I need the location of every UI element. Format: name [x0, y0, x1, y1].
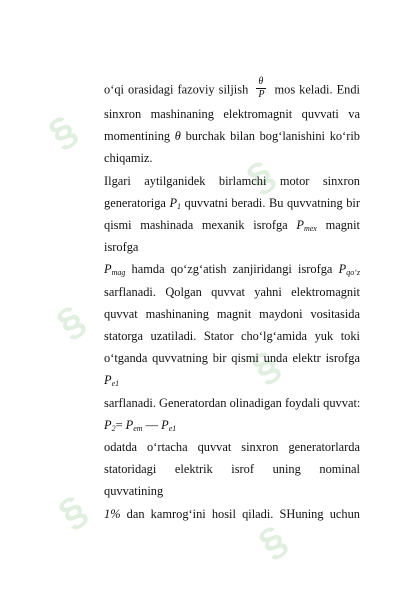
text-line: statorga uzatiladi. Stator cho‘lg‘amida yuk toki — [104, 329, 360, 344]
text-line: qismi mashinada mexanik isrofga $P_{mex}$ magnit isrofga — [104, 218, 360, 255]
text-line: odatda o‘rtacha quvvat sinxron generatorlarda — [104, 440, 360, 455]
watermark-mark: § — [51, 487, 95, 537]
watermark-mark: § — [244, 342, 288, 392]
text-line: statoridagi elektrik isrof uning nominal quvvatining — [104, 462, 360, 499]
text-line: o‘qi orasidagi fazoviy siljish $\frac{\theta}{P}$ mos keladi. Endi — [104, 76, 360, 100]
text-line: sinxron mashinaning elektromagnit quvvati va — [104, 107, 360, 121]
text-line: momentining θ burchak bilan bog‘lanishini ko‘rib — [104, 129, 360, 144]
text-line: o‘tganda quvvatning bir qismi unda elektr isrofga $P_{e1}$ — [104, 351, 360, 389]
text-line: sarflanadi. Generatordan olinadigan foydali quvvat: — [104, 395, 361, 410]
text-line: Ilgari aytilganidek birlamchi motor sinxron — [104, 173, 360, 188]
document-body — [104, 78, 360, 525]
text-line: sarflanadi. Qolgan quvvat yahni elektromagnit — [104, 284, 360, 299]
text-line: 1% dan kamrog‘ini hosil qiladi. SHuning uchun — [104, 506, 360, 521]
watermark-mark: § — [41, 107, 85, 157]
formula-line: $P_2= P_{em}$ — $P_{e1}$ — [104, 417, 177, 433]
text-line: $P_{mag}$ hamda qo‘zg‘atish zanjiridangi isrofga $P_{qo‘z}$ — [104, 262, 360, 278]
text-line: quvvat mashinaning magnit maydoni vositasida — [104, 306, 360, 321]
text-line: generatoriga $P_1$ quvvatni beradi. Bu quvvatning bir — [104, 195, 360, 211]
watermark-mark: § — [49, 297, 93, 347]
watermark-mark: § — [251, 517, 295, 567]
fraction: $\frac{\theta}{P}$ — [258, 76, 265, 100]
watermark-mark: § — [239, 152, 283, 202]
text-line: chiqamiz. — [104, 151, 153, 166]
